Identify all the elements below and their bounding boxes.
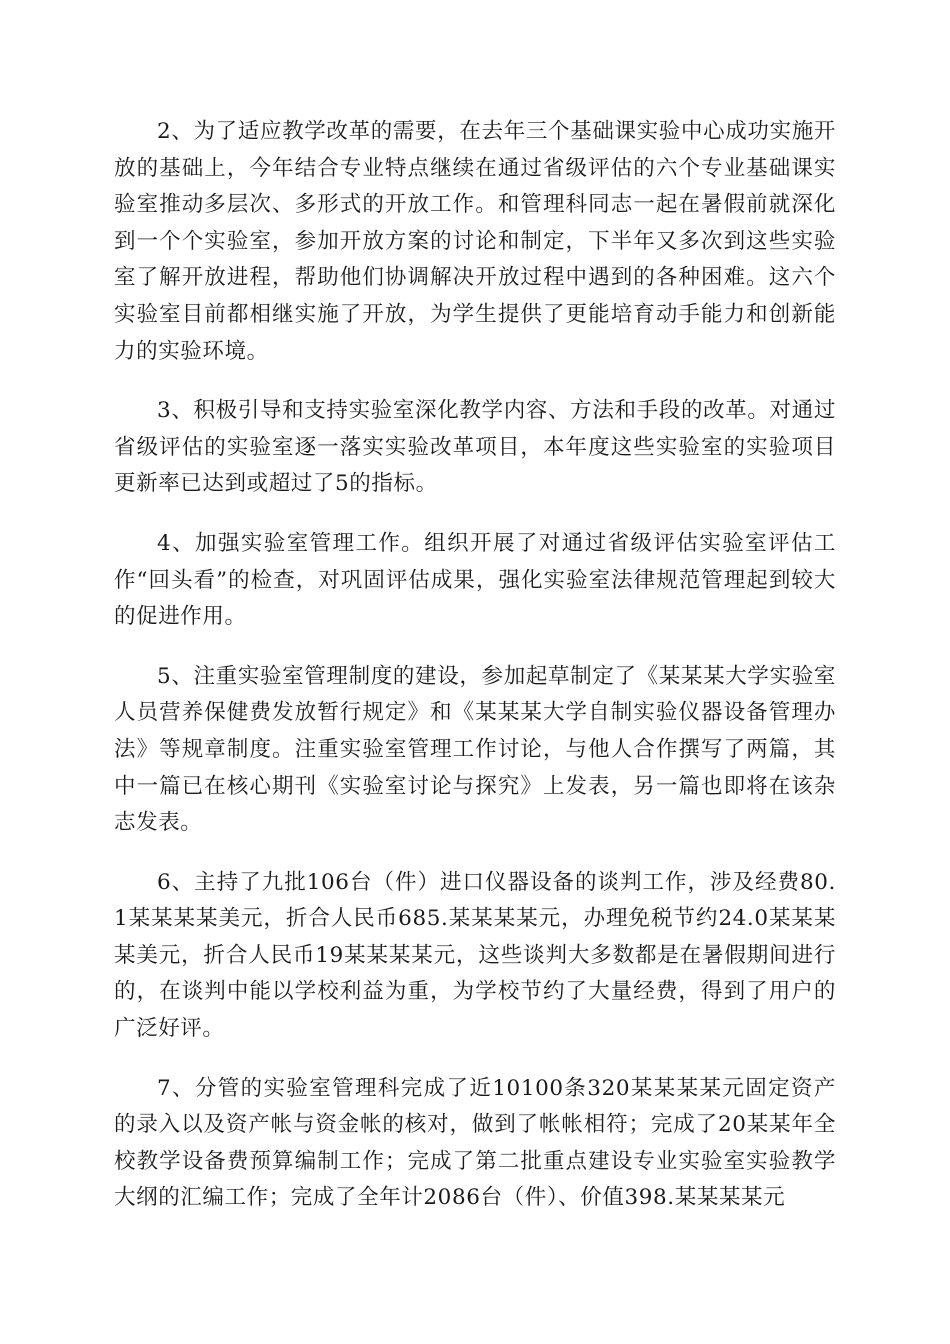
paragraph-item-2: 2、为了适应教学改革的需要，在去年三个基础课实验中心成功实施开放的基础上，今年结合专业特点继续在通过省级评估的六个专业基础课实验室推动多层次、多形式的开放工作。和管理科同志一起在暑假前就深化到一个个实验室，参加开放方案的讨论和制定，下半年又多次到这些实验室了解开放进程，帮助他们协调解决开放过程中遇到的各种困难。这六个实验室目前都相继实施了开放，为学生提供了更能培育动手能力和创新能力的实验环境。 [114,119,836,364]
paragraph-item-3: 3、积极引导和支持实验室深化教学内容、方法和手段的改革。对通过省级评估的实验室逐一落实实验改革项目，本年度这些实验室的实验项目更新率已达到或超过了5的指标。 [114,398,836,497]
document-body [114,114,836,1240]
paragraph-item-7: 7、分管的实验室管理科完成了近10100条320某某某某元固定资产的录入以及资产帐与资金帐的核对，做到了帐帐相符；完成了20某某年全校教学设备费预算编制工作；完成了第二批重点建设专业实验室实验教学大纲的汇编工作；完成了全年计2086台（件）、价值398.某某某某元 [114,1075,836,1211]
paragraph-item-4: 4、加强实验室管理工作。组织开展了对通过省级评估实验室评估工作“回头看”的检查，对巩固评估成果，强化实验室法律规范管理起到较大的促进作用。 [114,530,836,630]
paragraph-item-5: 5、注重实验室管理制度的建设，参加起草制定了《某某某大学实验室人员营养保健费发放暂行规定》和《某某某大学自制实验仪器设备管理办法》等规章制度。注重实验室管理工作讨论，与他人合作撰写了两篇，其中一篇已在核心期刊《实验室讨论与探究》上发表，另一篇也即将在该杂志发表。 [114,663,836,836]
paragraph-item-6: 6、主持了九批106台（件）进口仪器设备的谈判工作，涉及经费80.1某某某某美元，折合人民币685.某某某某元，办理免税节约24.0某某某某美元，折合人民币19某某某某元，这些谈判大多数都是在暑假期间进行的，在谈判中能以学校利益为重，为学校节约了大量经费，得到了用户的广泛好评。 [114,869,836,1042]
